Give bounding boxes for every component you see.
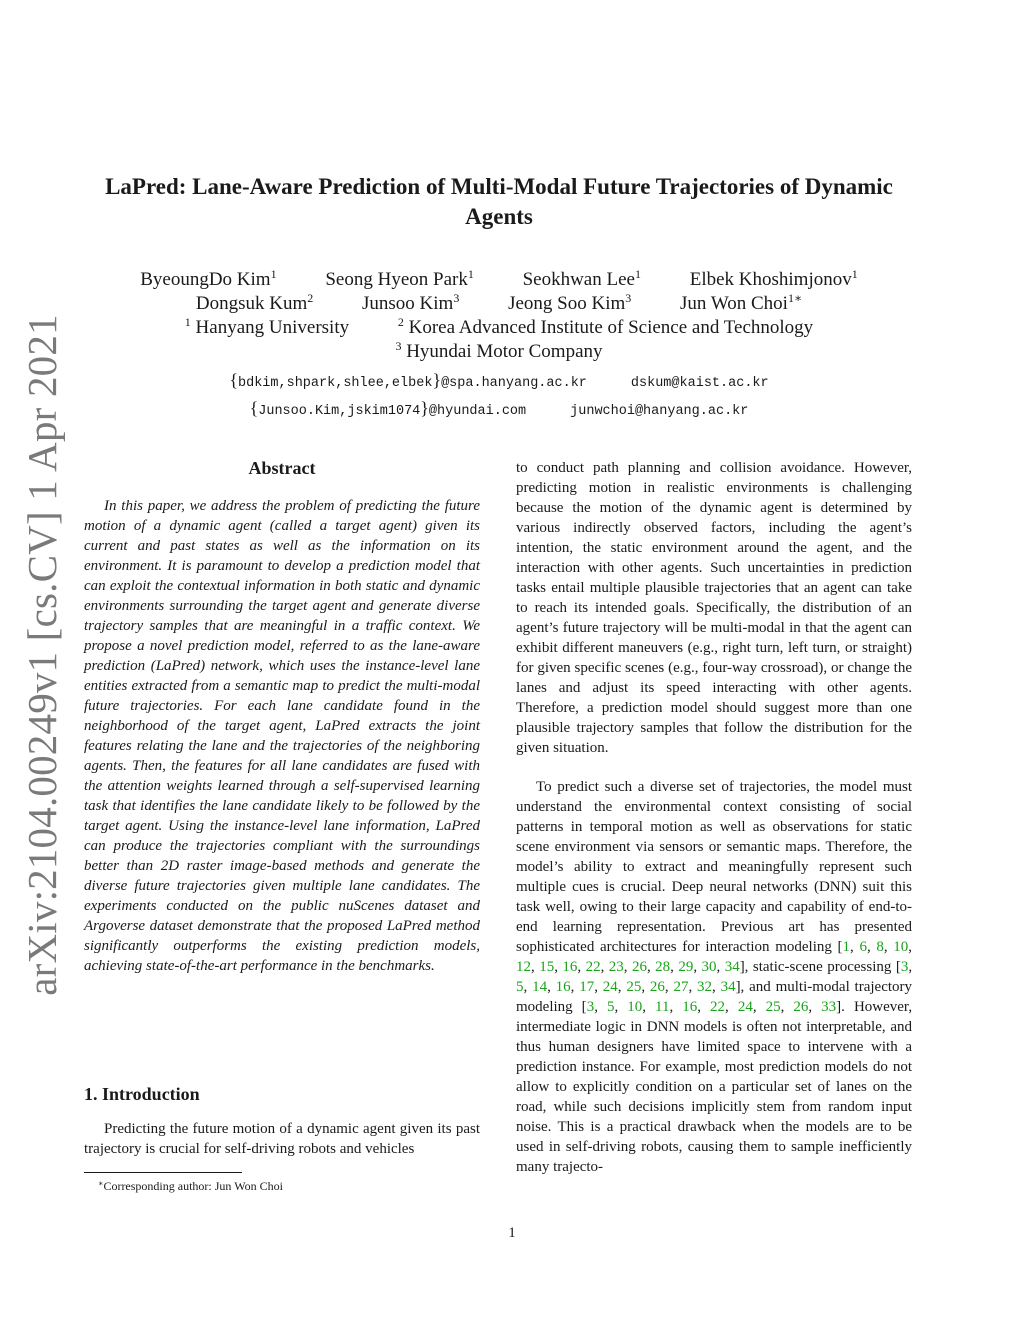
footnote-divider xyxy=(84,1172,242,1173)
email-row-1: {bdkim,shpark,shlee,elbek}@spa.hanyang.ac.kr dskum@kaist.ac.kr xyxy=(229,370,769,391)
citation-link[interactable]: 28 xyxy=(655,959,671,975)
author: Seong Hyeon Park xyxy=(325,269,468,290)
citation-link[interactable]: 17 xyxy=(579,979,595,995)
citation-link[interactable]: 6 xyxy=(859,939,867,955)
email-row-2: {Junsoo.Kim,jskim1074}@hyundai.com junwchoi@hanyang.ac.kr xyxy=(249,398,749,419)
citation-link[interactable]: 3 xyxy=(586,999,595,1015)
citation-link[interactable]: 32 xyxy=(697,979,712,995)
introduction-paragraph: Predicting the future motion of a dynamic agent given its past trajectory is crucial for self-driving robots and vehicles xyxy=(84,1121,480,1157)
citation-link[interactable]: 30 xyxy=(701,959,717,975)
abstract-body: In this paper, we address the problem of predicting the future motion of a dynamic agent (called a target agent) given its current and past states as well as the information on its environment. It is paramount to develop a prediction model that can exploit the contextual information in both static and dynamic environments surrounding the target agent and generate diverse trajectory samples that are meaningful in a traffic context. We propose a novel prediction model, referred to as the lane-aware prediction (LaPred) network, which uses the instance-level lane entities extracted from a semantic map to predict the multi-modal future trajectories. For each lane candidate found in the neighborhood of the target agent, LaPred extracts the joint features relating the lane and the trajectories of the neighboring agents. Then, the features for all lane candidates are fused with the attention weights learned through a self-supervised learning task that identifies the lane candidate likely to be followed by the target agent. Using the instance-level lane information, LaPred can produce the trajectories compliant with the surroundings better than 2D raster image-based methods and generate the diverse future trajectories given multiple lane candidates. The experiments conducted on the public nuScenes dataset and Argoverse dataset demonstrate that the proposed LaPred method significantly outperforms the existing prediction models, achieving state-of-the-art performance in the benchmarks. xyxy=(84,498,480,974)
left-column xyxy=(84,456,480,976)
citation-list: 3, 5, 14, 16, 17, 24, 25, 26, 27, 32, 34 xyxy=(516,959,913,995)
citation-link[interactable]: 33 xyxy=(821,999,837,1015)
citation-link[interactable]: 3 xyxy=(900,959,909,975)
author: ByeoungDo Kim xyxy=(140,269,271,290)
email: junwchoi@hanyang.ac.kr xyxy=(570,404,749,419)
arxiv-identifier: arXiv:2104.00249v1 [cs.CV] 1 Apr 2021 xyxy=(19,314,65,996)
page-number: 1 xyxy=(508,1225,516,1241)
citation-link[interactable]: 29 xyxy=(678,959,694,975)
author-row-2: Dongsuk Kum$^2$ Junsoo Kim$^3$ Jeong Soo Kim$^3$ Jun Won Choi$^{1∗}$ xyxy=(195,291,803,314)
author: Seokhwan Lee xyxy=(522,269,635,290)
right-column xyxy=(516,458,912,1177)
author: Junsoo Kim xyxy=(362,293,454,314)
citation-link[interactable]: 10 xyxy=(627,999,643,1015)
citation-link[interactable]: 25 xyxy=(765,999,781,1015)
author: Elbek Khoshimjonov xyxy=(689,269,852,290)
citation-link[interactable]: 5 xyxy=(516,979,524,995)
paragraph: To predict such a diverse set of trajectories, the model must understand the environmental context consisting of social patterns in temporal motion as well as observations for static scene environment via sensors or semantic maps. Therefore, the model’s ability to extract and meaningfully represent such multiple cues is crucial. Deep neural networks (DNN) suit this task well, owing to their large capacity and capability of end-to-end learning representation. Previous art has presented sophisticated architectures for interaction modeling [1, 6, 8, 10, 12, 15, 16, 22, 23, 26, 28, 29, 30, 34], static-scene processing [3, 5, 14, 16, 17, 24, 25, 26, 27, 32, 34], and multi-modal trajectory modeling [3, 5, 10, 11, 16, 22, 24, 25, 26, 33]. However, intermediate logic in DNN models is often not interpretable, and thus human designers have limited space to intervene with a prediction instance. For example, most prediction models do not allow to explicitly condition on a particular set of lanes on the road, while such decisions implicitly stem from random input noise. This is a practical drawback when the models are to be used in self-driving robots, causing them to sample inefficiently many trajecto- xyxy=(516,779,913,1175)
affiliation: Hanyang University xyxy=(195,317,350,338)
citation-link[interactable]: 16 xyxy=(562,959,578,975)
citation-link[interactable]: 24 xyxy=(737,999,753,1015)
paragraph: to conduct path planning and collision avoidance. However, predicting motion in realistic environments is challenging because the motion of the dynamic agent is determined by various indirectly observed factors, including the agent’s intention, the static environment around the agent, and the interaction with other agents. Such uncertainties in prediction tasks entail multiple plausible trajectories that an agent can take to reach its intended goals. Specifically, the distribution of an agent’s future trajectory will be multi-modal in that the agent can exhibit different maneuvers (e.g., right turn, left turn, or straight) for given specific scenes (e.g., four-way crossroad), or change the lanes and adjust its speed interacting with other agents. Therefore, a prediction model should suggest more than one plausible trajectory samples that follow the distribution for the given situation. xyxy=(516,460,912,756)
email-block xyxy=(84,368,914,424)
affiliation-row-1: $^1$ Hanyang University $^2$ Korea Advanced Institute of Science and Technology xyxy=(184,315,814,338)
affiliation: Korea Advanced Institute of Science and Technology xyxy=(408,317,814,338)
citation-link[interactable]: 14 xyxy=(532,979,548,995)
citation-link[interactable]: 1 xyxy=(842,939,851,955)
abstract-heading: Abstract xyxy=(248,458,316,478)
paper-title: LaPred: Lane-Aware Prediction of Multi-Modal Future Trajectories of Dynamic Agents xyxy=(105,174,893,229)
citation-link[interactable]: 16 xyxy=(682,999,698,1015)
footnote-text: Corresponding author: Jun Won Choi xyxy=(103,1179,283,1193)
email: dskum@kaist.ac.kr xyxy=(630,376,769,391)
author: Jeong Soo Kim xyxy=(508,293,626,314)
citation-list: 3, 5, 10, 11, 16, 22, 24, 25, 26, 33 xyxy=(586,999,837,1015)
citation-link[interactable]: 22 xyxy=(585,959,601,975)
citation-link[interactable]: 5 xyxy=(606,999,615,1015)
citation-link[interactable]: 26 xyxy=(649,979,665,995)
citation-link[interactable]: 34 xyxy=(720,979,736,995)
citation-link[interactable]: 26 xyxy=(631,959,647,975)
citation-list: 1, 6, 8, 10, 12, 15, 16, 22, 23, 26, 28, 29, 30, 34 xyxy=(516,939,913,975)
citation-link[interactable]: 12 xyxy=(516,959,531,975)
author-block xyxy=(84,268,914,364)
author: Dongsuk Kum xyxy=(195,293,308,314)
arxiv-side-stamp xyxy=(12,314,72,996)
affiliation-row-2: $^3$ Hyundai Motor Company xyxy=(395,339,603,362)
citation-link[interactable]: 23 xyxy=(608,959,624,975)
email-group: bdkim,shpark,shlee,elbek xyxy=(238,376,433,391)
citation-link[interactable]: 25 xyxy=(626,979,642,995)
email-group: Junsoo.Kim,jskim1074 xyxy=(258,404,421,419)
citation-link[interactable]: 24 xyxy=(602,979,618,995)
citation-link[interactable]: 34 xyxy=(724,959,740,975)
citation-link[interactable]: 15 xyxy=(539,959,555,975)
citation-link[interactable]: 16 xyxy=(555,979,571,995)
citation-link[interactable]: 22 xyxy=(710,999,726,1015)
footnote: ∗Corresponding author: Jun Won Choi xyxy=(98,1179,283,1193)
citation-link[interactable]: 11 xyxy=(655,999,670,1015)
citation-link[interactable]: 26 xyxy=(793,999,809,1015)
citation-link[interactable]: 27 xyxy=(673,979,689,995)
author: Jun Won Choi xyxy=(680,293,788,314)
author-row-1: ByeoungDo Kim$^1$ Seong Hyeon Park$^1$ Seokhwan Lee$^1$ Elbek Khoshimjonov$^1$ xyxy=(140,267,858,290)
citation-link[interactable]: 10 xyxy=(893,939,909,955)
affiliation: Hyundai Motor Company xyxy=(406,341,603,362)
citation-link[interactable]: 8 xyxy=(876,939,884,955)
introduction-heading: 1. Introduction xyxy=(84,1084,200,1104)
